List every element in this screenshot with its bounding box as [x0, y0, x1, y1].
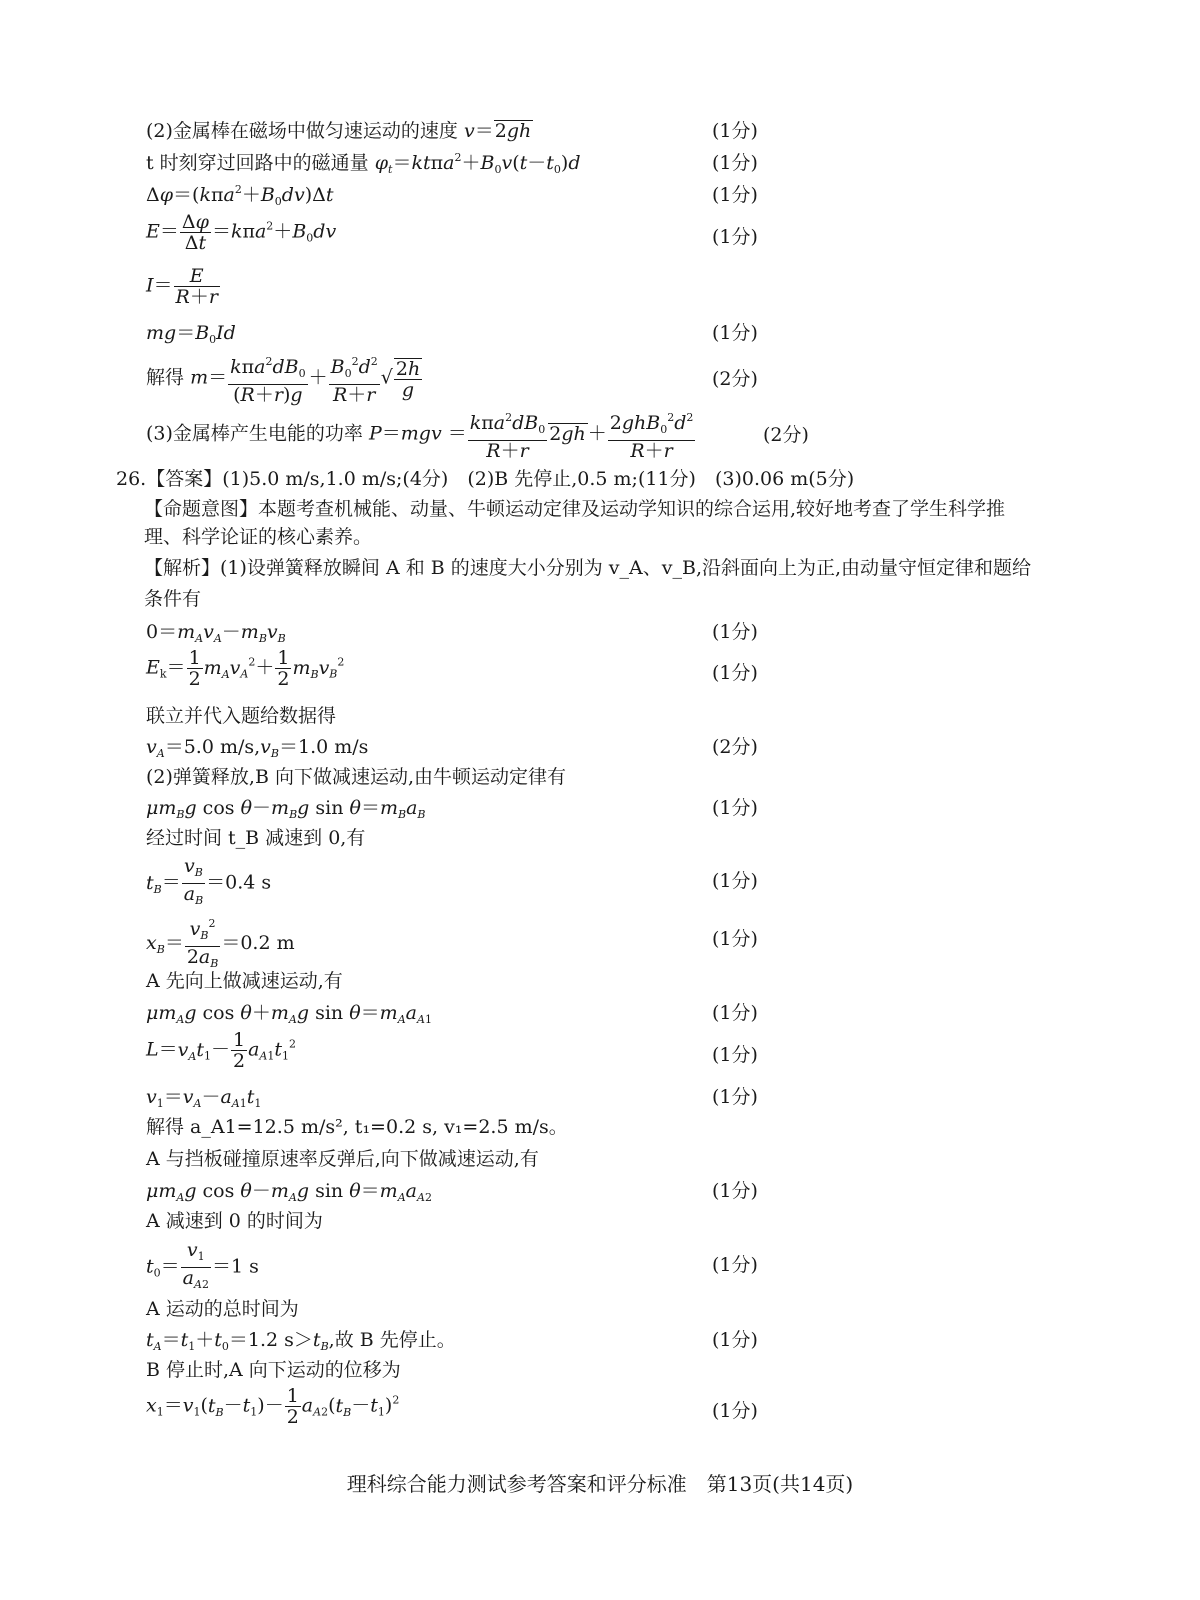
score-label: (1分) — [712, 120, 758, 142]
answer-header: 26.【答案】(1)5.0 m/s,1.0 m/s;(4分) (2)B 先停止,0.5 m;(11分) (3)0.06 m(5分) — [116, 468, 855, 490]
score-label: (1分) — [712, 184, 758, 206]
analysis-text: 条件有 — [144, 588, 202, 610]
score-label: (1分) — [712, 662, 758, 684]
intent-text: 理、科学论证的核心素养。 — [144, 526, 373, 548]
score-label: (2分) — [712, 736, 758, 758]
score-label: (1分) — [712, 1329, 758, 1351]
a-rebound-text: A 与挡板碰撞原速率反弹后,向下做减速运动,有 — [146, 1148, 539, 1170]
score-label: (1分) — [712, 621, 758, 643]
score-label: (1分) — [712, 322, 758, 344]
score-label: (1分) — [712, 1254, 758, 1276]
equation: I＝ $\frac{E}{R+r}$ — [146, 265, 218, 308]
equation: $x_1=v_1(t_B-t_1)-$ $\frac{1}{2}$ $a_{A2}(t_B-t_1)^2$ — [146, 1385, 400, 1428]
a-total-text: A 运动的总时间为 — [146, 1298, 299, 1320]
joint-text: 联立并代入题给数据得 — [146, 705, 337, 727]
a-up-text: A 先向上做减速运动,有 — [146, 970, 343, 992]
equation: $t_B=$ $\frac{v_B}{a_B}$ ＝0.4 s — [146, 855, 272, 907]
solve1-text: 解得 a_A1=12.5 m/s², t₁=0.2 s, v₁=2.5 m/s。 — [146, 1116, 568, 1138]
equation: $v_A=5.0$ $m/s,v_B=1.0$ m/s — [146, 736, 369, 760]
equation: $\mu m_Ag$ $\cos \theta-m_Ag$ $\sin \theta=m_Aa_{A2}$ — [146, 1180, 432, 1204]
equation: $mg=B_0Id$ — [146, 322, 236, 346]
score-label: (1分) — [712, 226, 758, 248]
score-label: (1分) — [712, 797, 758, 819]
solve-label: 解得 — [146, 366, 185, 389]
equation: $t_A=t_1+t_0=1.2$ $s>t_B$,故 B 先停止。 — [146, 1329, 456, 1353]
equation: $x_B=$ $\frac{v_B^2}{2a_B}$ ＝0.2 m — [146, 914, 295, 974]
score-label: (1分) — [712, 1180, 758, 1202]
velocity-statement: (2)金属棒在磁场中做匀速运动的速度 v＝2gh — [146, 120, 532, 142]
score-label: (1分) — [712, 1002, 758, 1024]
page-footer: 理科综合能力测试参考答案和评分标准 第13页(共14页) — [346, 1472, 854, 1496]
equation: $E_k=$ $\frac{1}{2}$ $m_Av_A^2+$ $\frac{1}{2}$ $m_Bv_B^2$ — [146, 647, 345, 690]
score-label: (1分) — [712, 1044, 758, 1066]
equation: (3)金属棒产生电能的功率 P＝mgv ＝ $\frac{k\pi a^2dB_0}{R+r}$ 2gh ＋ $\frac{2ghB_0^2d^2}{R+r}$ — [146, 408, 696, 461]
score-label: (1分) — [712, 1086, 758, 1108]
score-label: (2分) — [712, 368, 758, 390]
equation: E＝ $\frac{\Delta\varphi}{\Delta t}$ $=k\pi a^2+B_0dv$ — [146, 211, 337, 254]
score-label: (2分) — [763, 424, 809, 446]
part2-text: (2)弹簧释放,B 向下做减速运动,由牛顿运动定律有 — [146, 766, 566, 788]
intent-text: 【命题意图】本题考查机械能、动量、牛顿运动定律及运动学知识的综合运用,较好地考查了学生科学推 — [144, 498, 1006, 520]
equation: $\mu m_Ag$ $\cos \theta+m_Ag$ $\sin \theta=m_Aa_{A1}$ — [146, 1002, 432, 1026]
score-label: (1分) — [712, 928, 758, 950]
sqrt-2gh: 2gh — [494, 120, 532, 142]
power-label: (3)金属棒产生电能的功率 — [146, 422, 363, 445]
score-label: (1分) — [712, 152, 758, 174]
analysis-text: 【解析】(1)设弹簧释放瞬间 A 和 B 的速度大小分别为 v_A、v_B,沿斜面向上为正,由动量守恒定律和题给 — [144, 557, 1032, 579]
equation: $\Delta\varphi=(k\pi a^2+B_0dv)\Delta t$ — [146, 183, 334, 208]
flux-statement: t 时刻穿过回路中的磁通量 $\varphi_t=kt\pi a^2+B_0v(t-t_0)d$ — [146, 151, 581, 176]
flux-label: t 时刻穿过回路中的磁通量 — [146, 152, 369, 174]
b-first-text: ,故 B 先停止。 — [328, 1329, 456, 1351]
equation: $v_1=v_A-a_{A1}t_1$ — [146, 1086, 262, 1110]
b-stop-text: B 停止时,A 向下运动的位移为 — [146, 1359, 401, 1381]
equation: $L=v_At_1-$ $\frac{1}{2}$ $a_{A1}t_1^2$ — [146, 1029, 296, 1072]
a-zero-text: A 减速到 0 的时间为 — [146, 1210, 323, 1232]
equation: $0=m_Av_A-m_Bv_B$ — [146, 621, 286, 645]
equation: 解得 m＝ $\frac{k\pi a^2dB_0}{(R+r)g}$ ＋ $\frac{B_0^2d^2}{R+r}$ √ $\frac{2h}{g}$ — [146, 352, 423, 405]
velocity-label: (2)金属棒在磁场中做匀速运动的速度 — [146, 120, 458, 142]
equation: $\mu m_Bg$ $\cos \theta-m_Bg$ $\sin \theta=m_Ba_B$ — [146, 797, 426, 821]
equation: $t_0=$ $\frac{v_1}{a_{A2}}$ ＝1 s — [146, 1239, 259, 1291]
tb-intro-text: 经过时间 t_B 减速到 0,有 — [146, 827, 366, 849]
score-label: (1分) — [712, 870, 758, 892]
score-label: (1分) — [712, 1400, 758, 1422]
